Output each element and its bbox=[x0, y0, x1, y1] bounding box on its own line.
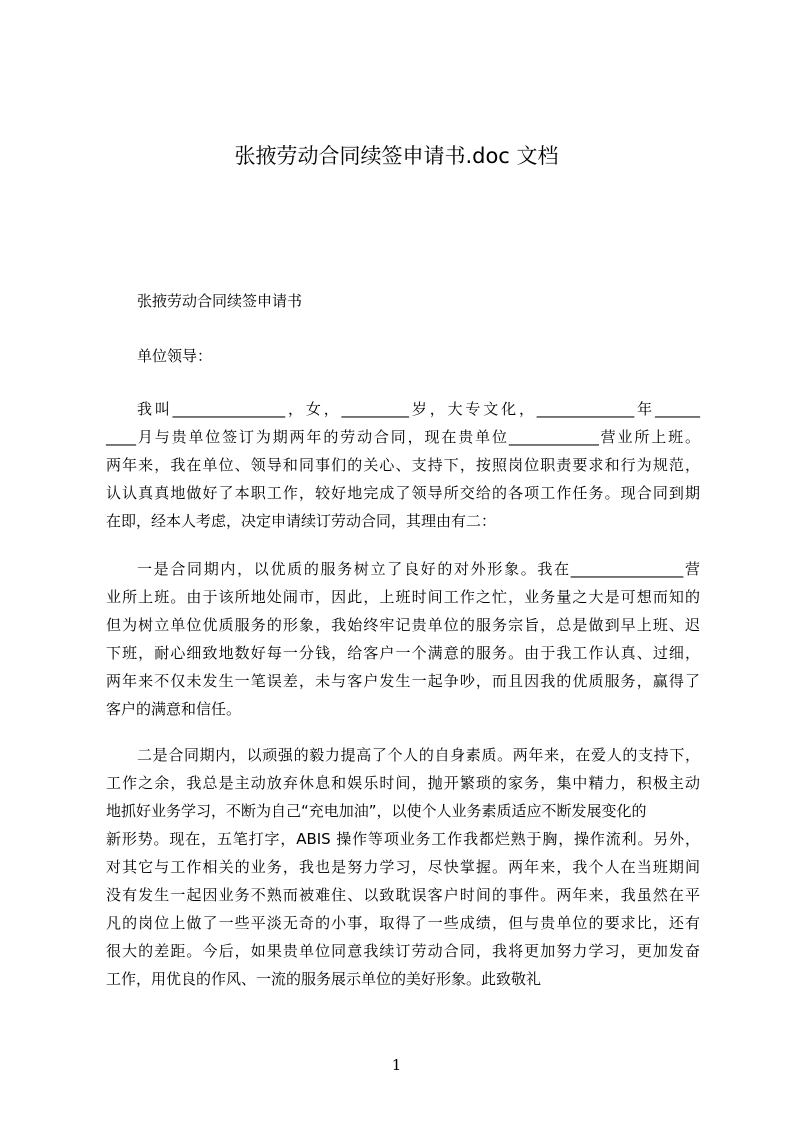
paragraph-line: 没有发生一起因业务不熟而被难住、以致耽误客户时间的事件。两年来，我虽然在平 bbox=[106, 886, 700, 904]
paragraph-line: 工作之余，我总是主动放弃休息和娱乐时间，抛开繁琐的家务，集中精力，积极主动 bbox=[106, 774, 700, 792]
paragraph-line: 二是合同期内，以顽强的毅力提高了个人的自身素质。两年来，在爱人的支持下， bbox=[137, 746, 700, 764]
paragraph-line: 认认真真地做好了本职工作，较好地完成了领导所交给的各项工作任务。现合同到期 bbox=[106, 484, 700, 502]
paragraph-line: 两年来，我在单位、领导和同事们的关心、支持下，按照岗位职责要求和行为规范， bbox=[106, 456, 700, 474]
paragraph-line: 地抓好业务学习，不断为自己“充电加油”，以使个人业务素质适应不断发展变化的 bbox=[106, 802, 647, 820]
paragraph-line: 工作，用优良的作风、一流的服务展示单位的美好形象。此致敬礼 bbox=[106, 970, 542, 988]
paragraph-line: 两年来不仅未发生一笔误差，未与客户发生一起争吵，而且因我的优质服务，赢得了 bbox=[106, 672, 700, 690]
paragraph-line: 但为树立单位优质服务的形象，我始终牢记贵单位的服务宗旨，总是做到早上班、迟 bbox=[106, 616, 700, 634]
salutation: 单位领导： bbox=[137, 347, 213, 365]
paragraph-line: 客户的满意和信任。 bbox=[106, 700, 242, 718]
letter-heading: 张掖劳动合同续签申请书 bbox=[137, 292, 303, 310]
paragraph-line: 我叫_______________，女，_________岁，大专文化，_____________年______ bbox=[137, 400, 700, 418]
paragraph-line: 对其它与工作相关的业务，我也是努力学习，尽快掌握。两年来，我个人在当班期间 bbox=[106, 858, 700, 876]
paragraph-line: ____月与贵单位签订为期两年的劳动合同，现在贵单位____________营业所上班。 bbox=[106, 428, 700, 446]
paragraph-line: 业所上班。由于该所地处闹市，因此，上班时间工作之忙，业务量之大是可想而知的 bbox=[106, 588, 700, 606]
page-number: 1 bbox=[391, 1056, 402, 1074]
paragraph-line: 新形势。现在，五笔打字，ABIS 操作等项业务工作我都烂熟于胸，操作流利。另外， bbox=[106, 830, 700, 848]
document-title: 张掖劳动合同续签申请书.doc 文档 bbox=[234, 144, 559, 168]
paragraph-line: 凡的岗位上做了一些平淡无奇的小事，取得了一些成绩，但与贵单位的要求比，还有 bbox=[106, 914, 700, 932]
paragraph-line: 一是合同期内，以优质的服务树立了良好的对外形象。我在_______________营 bbox=[137, 560, 700, 578]
paragraph-line: 下班，耐心细致地数好每一分钱，给客户一个满意的服务。由于我工作认真、过细， bbox=[106, 644, 700, 662]
paragraph-line: 很大的差距。今后，如果贵单位同意我续订劳动合同，我将更加努力学习，更加发奋 bbox=[106, 942, 700, 960]
paragraph-line: 在即，经本人考虑，决定申请续订劳动合同，其理由有二： bbox=[106, 512, 497, 530]
